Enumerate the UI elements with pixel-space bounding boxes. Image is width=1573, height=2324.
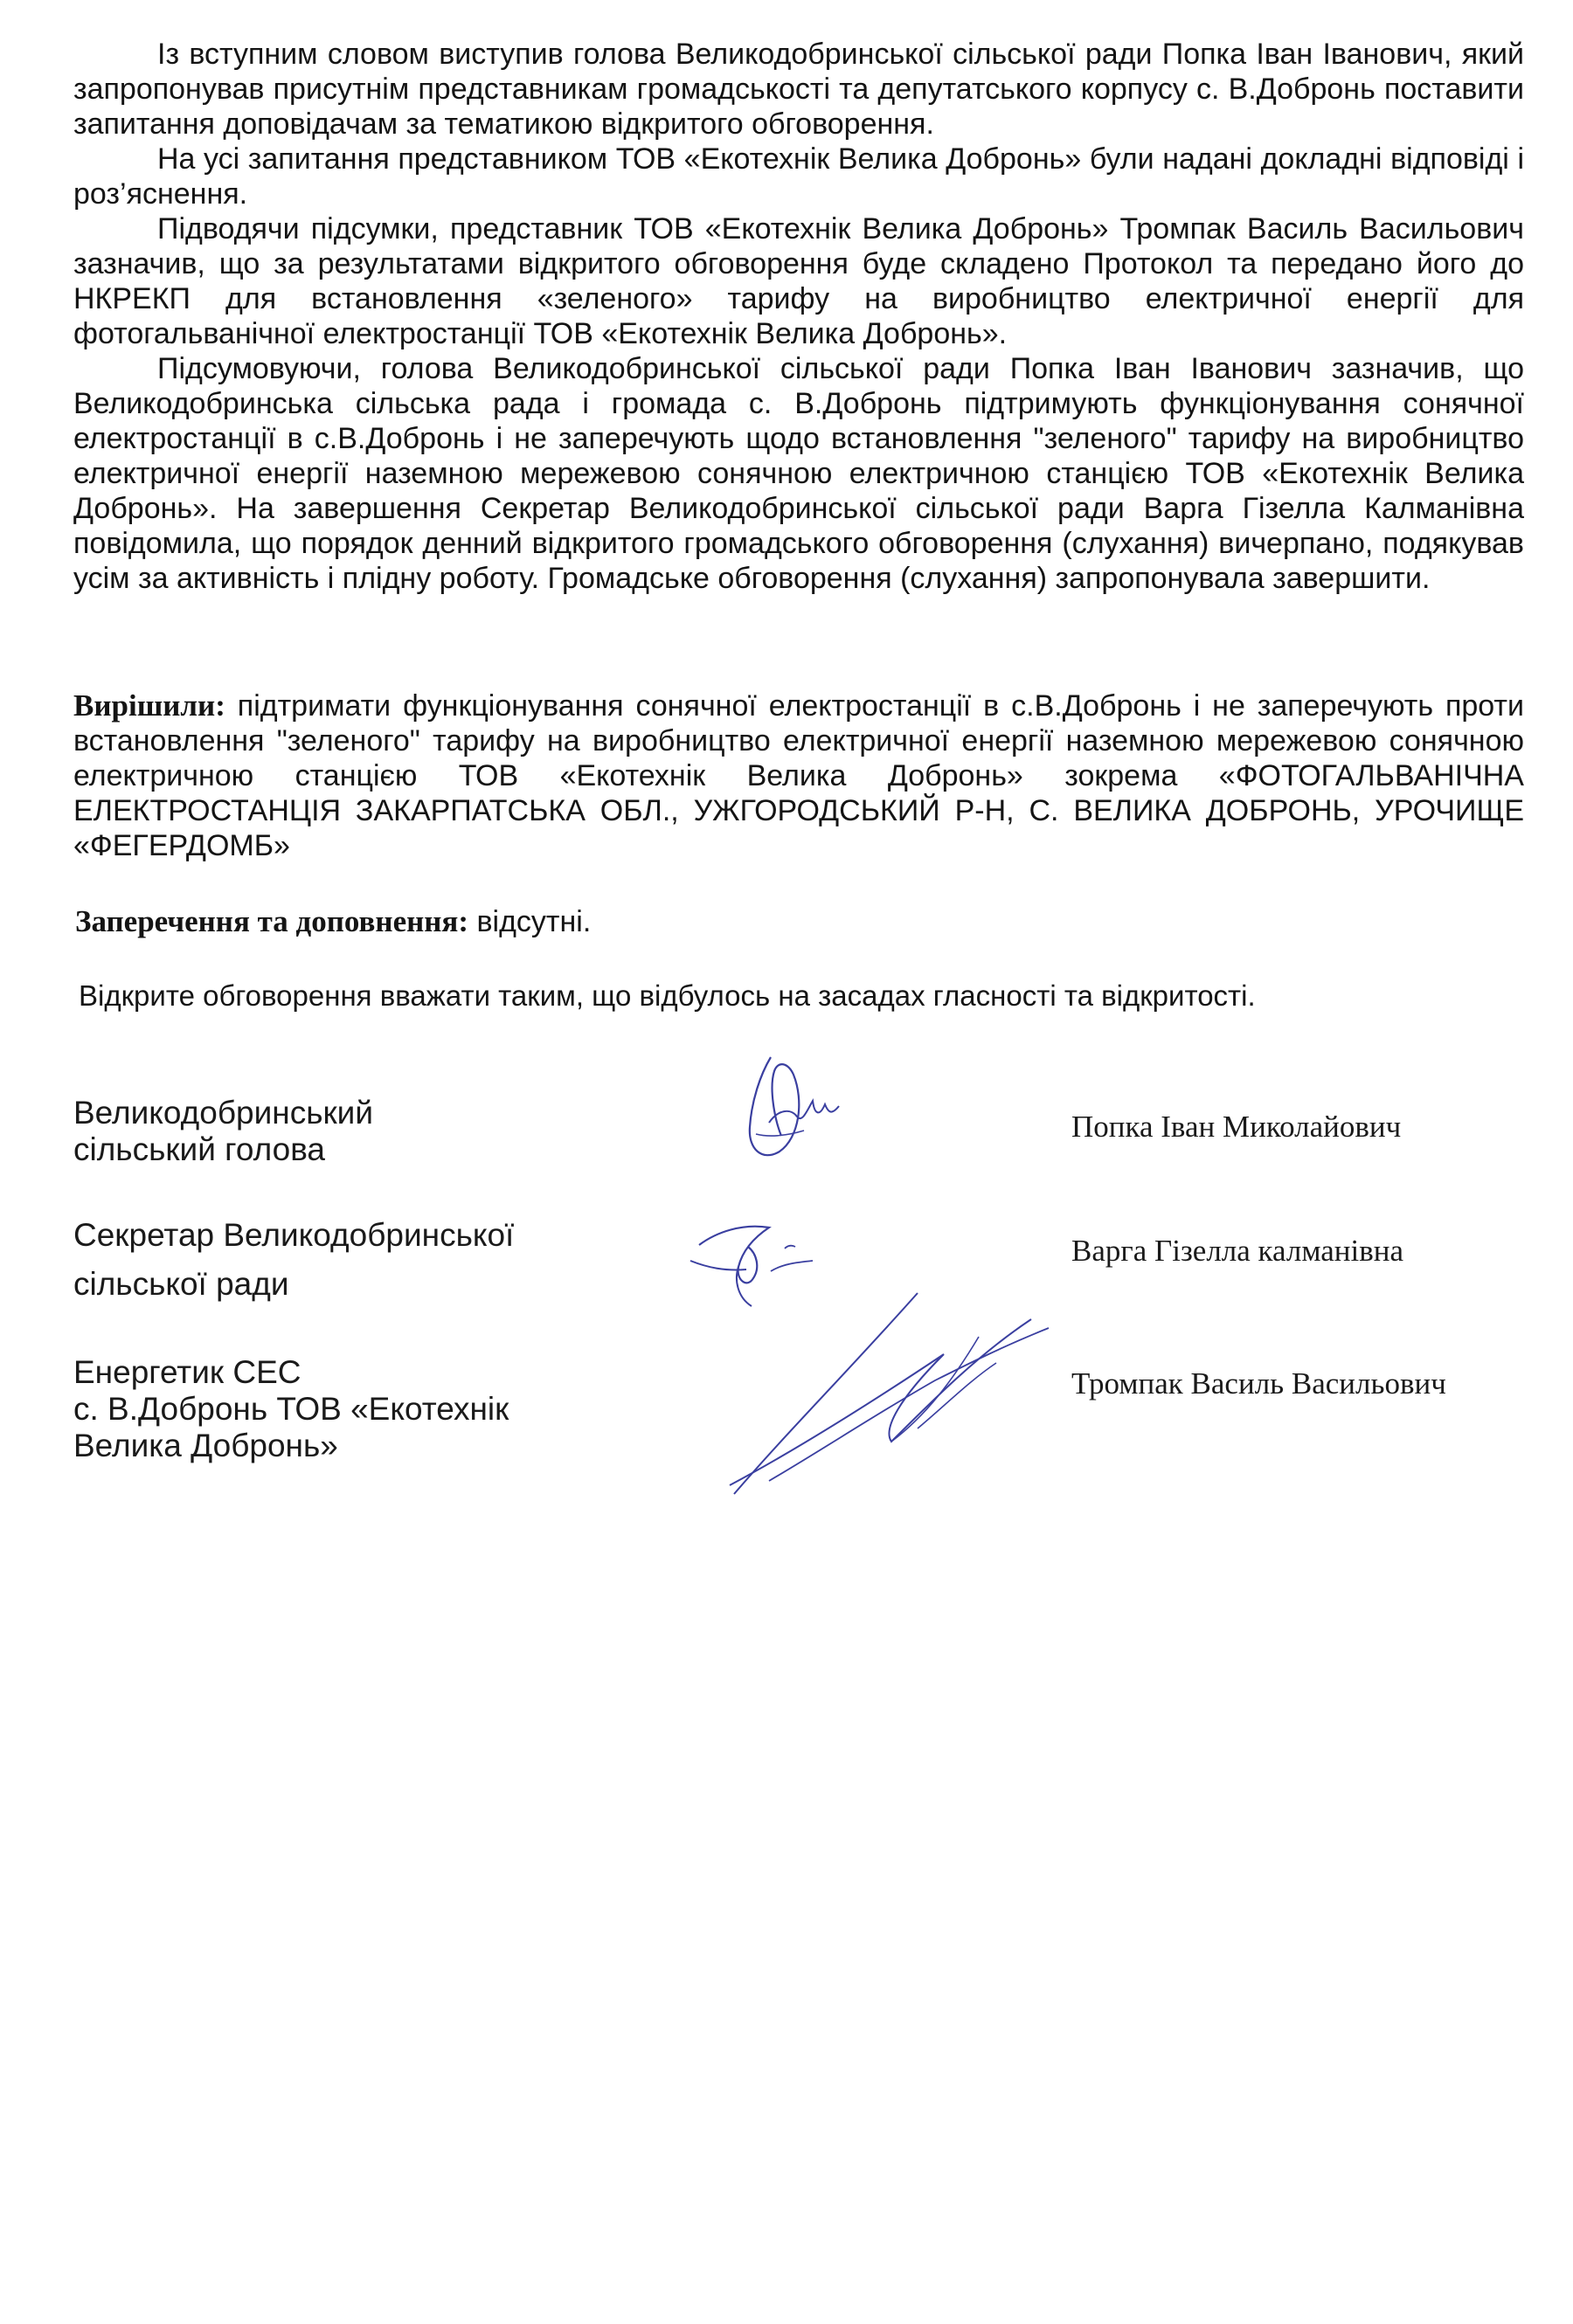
role-line: сільської ради: [73, 1266, 289, 1302]
role-line: Велика Добронь»: [73, 1428, 338, 1463]
signatory-name-secretary: Варга Гізелла калманівна: [1071, 1234, 1404, 1268]
signature-energetic: [717, 1276, 1066, 1503]
body-text: [73, 37, 1524, 596]
paragraph-answers: На усі запитання представником ТОВ «Екотехнік Велика Добронь» були надані докладні відповіді і роз’яснення.: [73, 142, 1524, 211]
decision-label: Вирішили:: [73, 688, 225, 723]
signature-head: [717, 1040, 865, 1179]
decision-text: підтримати функціонування сонячної електростанції в с.В.Добронь і не заперечують проти встановлення "зеленого" тарифу на виробництво електричної енергії наземною мережевою сонячною електричною станцією ТОВ «Екотехнік Велика Добронь» зокрема «ФОТОГАЛЬВАНІЧНА ЕЛЕКТРОСТАНЦІЯ ЗАКАРПАТСЬКА ОБЛ., УЖГОРОДСЬКИЙ Р-Н, С. ВЕЛИКА ДОБРОНЬ, УРОЧИЩЕ «ФЕГЕРДОМБ»: [73, 689, 1524, 862]
paragraph-summary-representative: Підводячи підсумки, представник ТОВ «Екотехнік Велика Добронь» Тромпак Василь Васильович зазначив, що за результатами відкритого обговорення буде складено Протокол та передано його до НКРЕКП для встановлення «зеленого» тарифу на виробництво електричної енергії для фотогальванічної електростанції ТОВ «Екотехнік Велика Добронь».: [73, 212, 1524, 350]
role-line: сільський голова: [73, 1131, 326, 1167]
role-line: Секретар Великодобринської: [73, 1217, 515, 1253]
signatory-name-energetic: Тромпак Василь Васильович: [1071, 1366, 1446, 1401]
objections-label: Заперечення та доповнення:: [75, 904, 469, 938]
role-line: с. В.Добронь ТОВ «Екотехнік: [73, 1391, 509, 1427]
paragraph-summary-head: Підсумовуючи, голова Великодобринської сільської ради Попка Іван Іванович зазначив, що Великодобринська сільська рада і громада с. В.Добронь підтримують функціонування сонячної електростанції в с.В.Добронь і не заперечують щодо встановлення "зеленого" тарифу на виробництво електричної енергії наземною мережевою сонячною електричною станцією ТОВ «Екотехнік Велика Добронь». На завершення Секретар Великодобринської сільської ради Варга Гізелла Калманівна повідомила, що порядок денний відкритого громадського обговорення (слухання) вичерпано, подякував усім за активність і плідну роботу. Громадське обговорення (слухання) запропонувала завершити.: [73, 352, 1524, 595]
signatory-name-head: Попка Іван Миколайович: [1071, 1110, 1402, 1144]
signatory-role-energetic: [73, 1354, 509, 1464]
paragraph-opening-remarks: Із вступним словом виступив голова Великодобринської сільської ради Попка Іван Іванович, який запропонував присутнім представникам громадськості та депутатського корпусу с. В.Добронь поставити запитання доповідачам за тематикою відкритого обговорення.: [73, 38, 1524, 141]
role-line: Енергетик СЕС: [73, 1354, 301, 1390]
signatory-role-secretary: [73, 1217, 514, 1303]
objections-text: відсутні.: [468, 905, 592, 938]
conclusion-text: Відкрите обговорення вважати таким, що відбулось на засадах гласності та відкритості.: [79, 979, 1256, 1012]
decision-block: [73, 688, 1524, 863]
objections-block: [75, 904, 591, 939]
role-line: Великодобринський: [73, 1095, 373, 1131]
signatory-role-head: [73, 1095, 373, 1168]
